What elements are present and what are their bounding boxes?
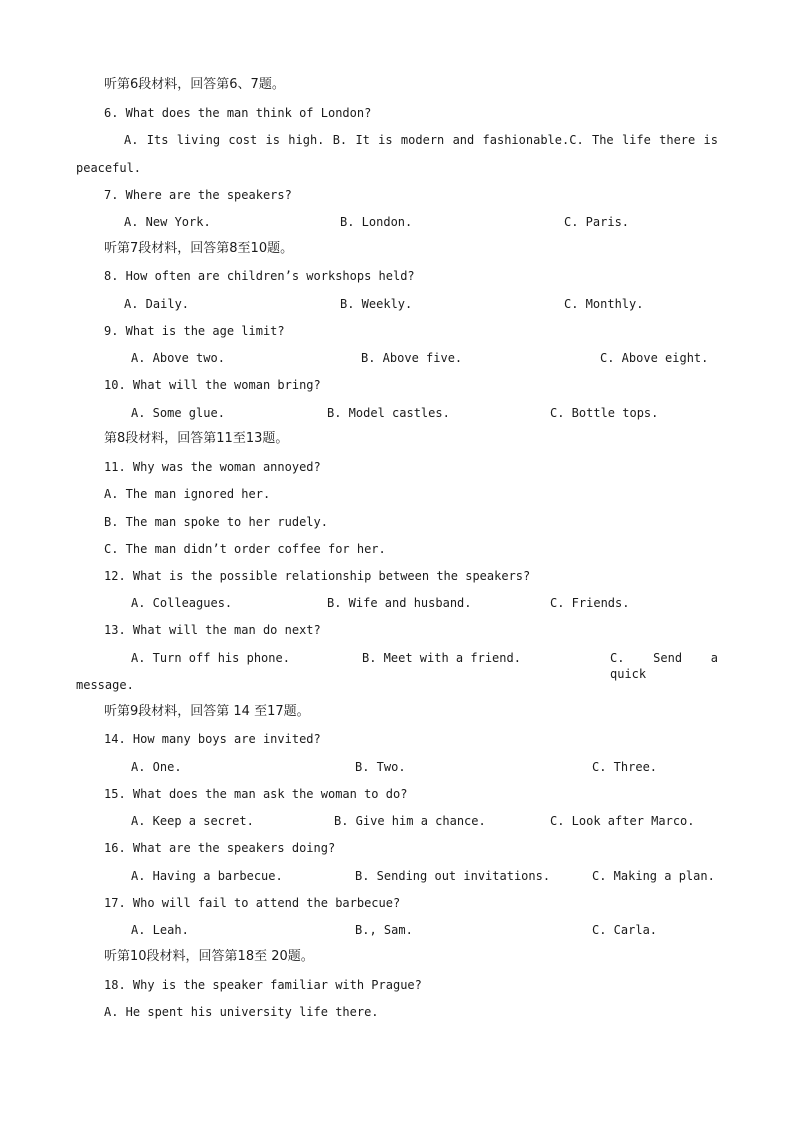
- question-13-option-c-cont: message.: [76, 678, 134, 692]
- question-6-options: A. Its living cost is high. B. It is modern and fashionable.C. The life there is: [124, 133, 718, 147]
- question-9-option-b: B. Above five.: [361, 351, 463, 365]
- question-13-option-b: B. Meet with a friend.: [362, 651, 521, 665]
- question-14-option-a: A. One.: [131, 760, 182, 774]
- question-16-option-b: B. Sending out invitations.: [355, 869, 551, 883]
- question-15-option-a: A. Keep a secret.: [131, 814, 254, 828]
- section-heading-9: 听第9段材料，回答第 14 至17题。: [104, 704, 310, 719]
- question-6-options-cont: peaceful.: [76, 161, 142, 175]
- question-16-stem: 16. What are the speakers doing?: [104, 841, 336, 855]
- section-heading-6: 听第6段材料，回答第6、7题。: [104, 77, 285, 92]
- section-heading-10: 听第10段材料，回答第18至 20题。: [104, 949, 314, 964]
- section-heading-8: 第8段材料，回答第11至13题。: [104, 431, 289, 446]
- question-15-option-c: C. Look after Marco.: [550, 814, 695, 828]
- question-10-option-b: B. Model castles.: [327, 406, 450, 420]
- question-13-option-c: C. Send a quick: [610, 651, 718, 681]
- question-16-option-c: C. Making a plan.: [592, 869, 715, 883]
- question-14-option-b: B. Two.: [355, 760, 406, 774]
- question-12-option-a: A. Colleagues.: [131, 596, 233, 610]
- question-10-option-c: C. Bottle tops.: [550, 406, 659, 420]
- question-8-option-a: A. Daily.: [124, 297, 190, 311]
- question-18-option-a: A. He spent his university life there.: [104, 1005, 379, 1019]
- question-8-option-c: C. Monthly.: [564, 297, 644, 311]
- question-15-stem: 15. What does the man ask the woman to do?: [104, 787, 408, 801]
- question-17-option-b: B., Sam.: [355, 923, 413, 937]
- question-12-stem: 12. What is the possible relationship between the speakers?: [104, 569, 531, 583]
- question-17-stem: 17. Who will fail to attend the barbecue?: [104, 896, 401, 910]
- question-7-stem: 7. Where are the speakers?: [104, 188, 292, 202]
- question-14-option-c: C. Three.: [592, 760, 658, 774]
- question-13-stem: 13. What will the man do next?: [104, 623, 321, 637]
- question-15-option-b: B. Give him a chance.: [334, 814, 486, 828]
- question-9-option-a: A. Above two.: [131, 351, 225, 365]
- question-12-option-b: B. Wife and husband.: [327, 596, 472, 610]
- question-14-stem: 14. How many boys are invited?: [104, 732, 321, 746]
- question-17-option-a: A. Leah.: [131, 923, 189, 937]
- question-11-option-a: A. The man ignored her.: [104, 487, 271, 501]
- question-18-stem: 18. Why is the speaker familiar with Prague?: [104, 978, 422, 992]
- question-8-stem: 8. How often are children’s workshops held?: [104, 269, 415, 283]
- question-11-option-c: C. The man didn’t order coffee for her.: [104, 542, 386, 556]
- question-6-stem: 6. What does the man think of London?: [104, 106, 372, 120]
- question-7-option-a: A. New York.: [124, 215, 211, 229]
- question-17-option-c: C. Carla.: [592, 923, 658, 937]
- section-heading-7: 听第7段材料，回答第8至10题。: [104, 241, 294, 256]
- question-9-stem: 9. What is the age limit?: [104, 324, 285, 338]
- question-7-option-b: B. London.: [340, 215, 413, 229]
- question-11-stem: 11. Why was the woman annoyed?: [104, 460, 321, 474]
- question-10-stem: 10. What will the woman bring?: [104, 378, 321, 392]
- question-9-option-c: C. Above eight.: [600, 351, 709, 365]
- question-12-option-c: C. Friends.: [550, 596, 630, 610]
- question-10-option-a: A. Some glue.: [131, 406, 225, 420]
- question-13-option-a: A. Turn off his phone.: [131, 651, 290, 665]
- question-7-option-c: C. Paris.: [564, 215, 630, 229]
- question-8-option-b: B. Weekly.: [340, 297, 413, 311]
- question-11-option-b: B. The man spoke to her rudely.: [104, 515, 328, 529]
- question-16-option-a: A. Having a barbecue.: [131, 869, 283, 883]
